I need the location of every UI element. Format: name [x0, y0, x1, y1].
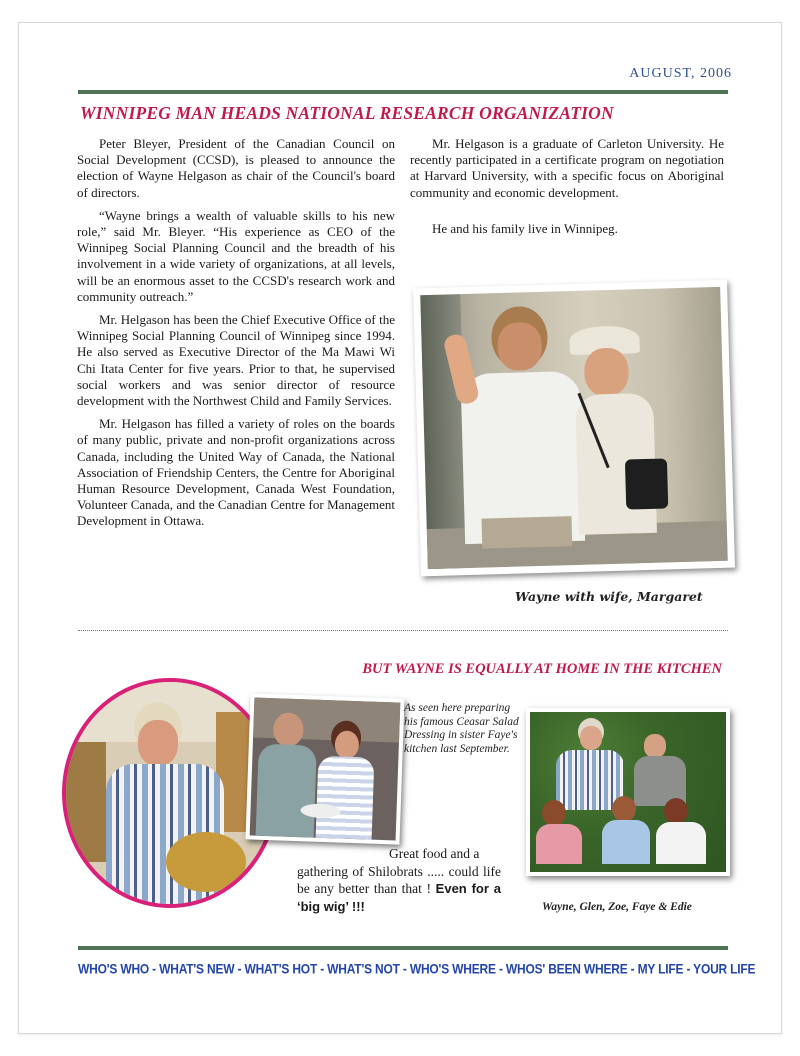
photo-family-group	[526, 708, 730, 876]
article-right-column	[410, 136, 724, 244]
footer-tagline: WHO'S WHO - WHAT'S NEW - WHAT'S HOT - WHAT'S NOT - WHO'S WHERE - WHOS' BEEN WHERE - MY LIFE - YOUR LIFE	[78, 960, 756, 978]
photo-wayne-and-margaret	[413, 280, 735, 577]
paragraph: Mr. Helgason is a graduate of Carleton University. He recently participated in a certificate program on negotiation at Harvard University, with a specific focus on Aboriginal community and economic development.	[410, 136, 724, 200]
article-headline: WINNIPEG MAN HEADS NATIONAL RESEARCH ORGANIZATION	[80, 103, 614, 123]
paragraph: Mr. Helgason has filled a variety of roles on the boards of many public, private and non-profit organizations across Canada, including the United Way of Canada, the National Association of Friendship Centers, the Centre for Aboriginal Human Resource Development, Canada West Foundation, Volunteer Canada, and the Canadian Centre for Management Development in Ottawa.	[77, 416, 395, 529]
food-text	[297, 845, 501, 915]
family-line: He and his family live in Winnipeg.	[432, 220, 618, 236]
group-photo-caption: Wayne, Glen, Zoe, Faye & Edie	[542, 901, 692, 913]
paragraph: “Wayne brings a wealth of valuable skills to his new role,” said Mr. Bleyer. “His experience as CEO of the Winnipeg Social Planning Council and the breadth of his involvement in a wide variety of organizations, at all levels, will be an enormous asset to the CCSD's research work and community outreach.”	[77, 207, 395, 304]
food-text-line1: Great food and a	[389, 846, 480, 861]
bottom-rule	[78, 946, 728, 950]
food-text-line2: gathering of Shilobrats ..... could life be any better than that !	[297, 863, 501, 896]
section-divider	[78, 630, 728, 631]
issue-date: AUGUST, 2006	[629, 66, 732, 81]
kitchen-caption: As seen here preparing his famous Ceasar Salad Dressing in sister Faye's kitchen last September.	[404, 702, 519, 755]
paragraph: Mr. Helgason has been the Chief Executive Office of the Winnipeg Social Planning Council of Winnipeg since 1994. He also served as Executive Director of the Ma Mawi Wi Chi Itata Center for five years. Prior to that, he supervised social workers and was senior director of resource development with the Northwest Child and Family Services.	[77, 312, 395, 409]
photo-kitchen-preparing	[245, 693, 404, 844]
paragraph: Peter Bleyer, President of the Canadian Council on Social Development (CCSD), is pleased to announce the election of Wayne Helgason as chair of the Council's board of directors.	[77, 136, 395, 200]
top-rule	[78, 90, 728, 94]
article-left-column	[77, 136, 395, 537]
kitchen-headline: BUT WAYNE IS EQUALLY AT HOME IN THE KITCHEN	[362, 661, 722, 677]
big-wig-text: Even for a ‘big wig’ !!!	[297, 881, 502, 914]
main-photo-caption: Wayne with wife, Margaret	[515, 589, 703, 604]
photo-wayne-in-kitchen	[62, 678, 278, 908]
